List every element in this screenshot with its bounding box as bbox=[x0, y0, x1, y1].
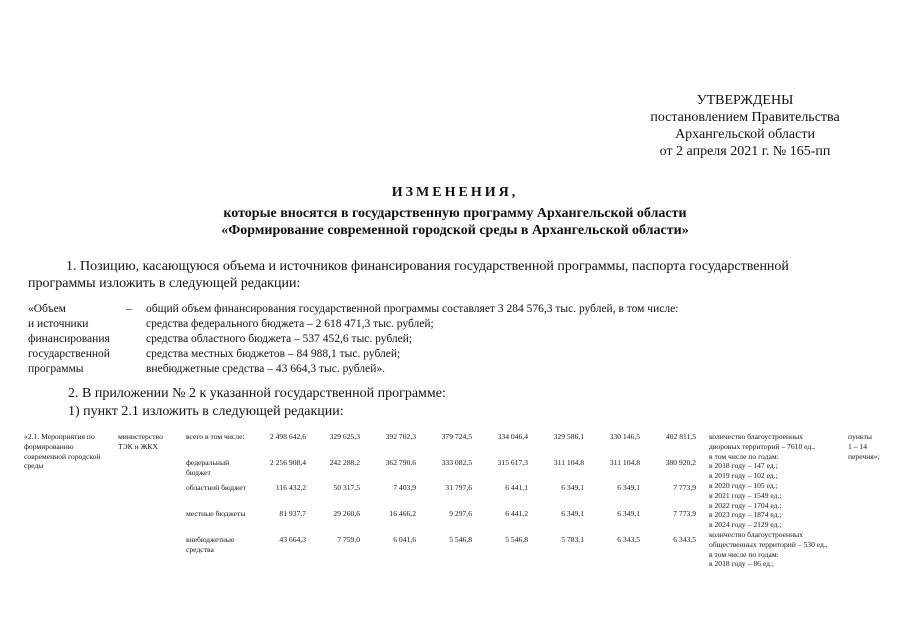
source-cell: внебюджетные средства bbox=[186, 535, 235, 554]
approval-line: Архангельской области bbox=[675, 127, 815, 142]
label-line: финансирования bbox=[28, 333, 110, 345]
value-cell: 329 586,1 bbox=[553, 432, 584, 441]
value-cell: 2 498 642,6 bbox=[269, 432, 306, 441]
value-cell: 311 104,8 bbox=[553, 458, 584, 467]
paragraph-line: 1) пункт 2.1 изложить в следующей редакции: bbox=[68, 404, 344, 419]
points-cell bbox=[848, 432, 903, 461]
value-cell: 6 349,1 bbox=[561, 509, 584, 518]
result-line: в 2023 году – 1874 ед.; bbox=[709, 510, 782, 520]
value-cell: 43 664,3 bbox=[279, 535, 306, 544]
value-cell: 7 773,9 bbox=[673, 509, 696, 518]
approval-line: постановлением Правительства bbox=[650, 110, 840, 125]
points-line: пункты bbox=[848, 432, 872, 441]
value-cell: 329 625,3 bbox=[329, 432, 360, 441]
value-cell: 6 343,5 bbox=[673, 535, 696, 544]
value-cell: 9 297,6 bbox=[449, 509, 472, 518]
label-line: «Объем bbox=[28, 303, 66, 315]
result-line: количество благоустроенных bbox=[709, 432, 804, 441]
approval-line: УТВЕРЖДЕНЫ bbox=[696, 93, 794, 108]
measures-table bbox=[0, 432, 905, 632]
result-line: в 2022 году – 1704 ед.; bbox=[709, 500, 782, 510]
result-line: в 2024 году – 2129 ед.; bbox=[709, 520, 782, 530]
value-line: средства областного бюджета – 537 452,6 тыс. рублей; bbox=[146, 333, 413, 345]
heading-line: которые вносятся в государственную программу Архангельской области bbox=[223, 206, 687, 221]
label-line: государственной bbox=[28, 348, 110, 360]
result-line: в 2018 году – 147 ед.; bbox=[709, 461, 778, 471]
result-cell bbox=[709, 432, 849, 569]
value-cell: 116 432,2 bbox=[275, 483, 306, 492]
value-cell: 334 046,4 bbox=[497, 432, 528, 441]
value-line: внебюджетные средства – 43 664,3 тыс. рублей». bbox=[146, 363, 385, 375]
passport-values bbox=[146, 302, 866, 377]
passport-dash: – bbox=[126, 303, 132, 315]
value-cell: 362 790,6 bbox=[385, 458, 416, 467]
result-line: общественных территорий – 530 ед., bbox=[709, 539, 828, 549]
value-cell: 16 466,2 bbox=[389, 509, 416, 518]
points-line: 1 – 14 bbox=[848, 441, 867, 451]
value-cell: 392 702,3 bbox=[385, 432, 416, 441]
paragraph-line: 1. Позицию, касающуюся объема и источников финансирования государственной программы, паспорта государственной bbox=[66, 259, 789, 274]
executor-cell: министерство ТЭК и ЖКХ bbox=[118, 432, 163, 451]
value-line: общий объем финансирования государственной программы составляет 3 284 576,3 тыс. рублей, в том числе: bbox=[146, 303, 679, 315]
result-line: количество благоустроенных bbox=[709, 529, 804, 539]
label-line: и источники bbox=[28, 318, 89, 330]
paragraph-2 bbox=[68, 385, 446, 421]
paragraph-line: 2. В приложении № 2 к указанной государственной программе: bbox=[68, 386, 446, 401]
value-cell: 6 343,5 bbox=[617, 535, 640, 544]
value-cell: 333 082,5 bbox=[441, 458, 472, 467]
result-line: дворовых территорий – 7610 ед., bbox=[709, 441, 816, 451]
result-line: в 2020 году – 105 ед.; bbox=[709, 480, 778, 490]
heading-line: «Формирование современной городской среды в Архангельской области» bbox=[221, 223, 689, 238]
value-cell: 5 783,1 bbox=[561, 535, 584, 544]
value-cell: 50 317,5 bbox=[333, 483, 360, 492]
source-cell: местные бюджеты bbox=[186, 509, 246, 518]
value-cell: 6 441,2 bbox=[505, 509, 528, 518]
value-cell: 380 920,2 bbox=[665, 458, 696, 467]
value-cell: 5 546,8 bbox=[505, 535, 528, 544]
passport-label bbox=[28, 302, 128, 377]
document-heading bbox=[120, 184, 790, 239]
paragraph-1 bbox=[28, 258, 868, 292]
result-line: в 2019 году – 102 ед.; bbox=[709, 471, 778, 481]
result-line: в 2021 году – 1549 ед.; bbox=[709, 490, 782, 500]
result-line: в 2018 году – 86 ед.; bbox=[709, 559, 774, 569]
value-cell: 7 773,9 bbox=[673, 483, 696, 492]
source-cell: всего в том числе: bbox=[186, 432, 245, 441]
event-cell: «2.1. Мероприятия по формированию современной городской среды bbox=[24, 432, 101, 471]
value-line: средства федерального бюджета – 2 618 471,3 тыс. рублей; bbox=[146, 318, 434, 330]
value-cell: 311 104,8 bbox=[609, 458, 640, 467]
value-cell: 6 349,1 bbox=[617, 509, 640, 518]
source-cell: областной бюджет bbox=[186, 483, 246, 492]
value-cell: 5 546,8 bbox=[449, 535, 472, 544]
approval-line: от 2 апреля 2021 г. № 165-пп bbox=[659, 144, 831, 159]
value-cell: 315 617,3 bbox=[497, 458, 528, 467]
value-cell: 29 260,6 bbox=[333, 509, 360, 518]
points-line: перечня»; bbox=[848, 451, 880, 461]
value-cell: 6 349,1 bbox=[617, 483, 640, 492]
value-cell: 330 146,5 bbox=[609, 432, 640, 441]
value-cell: 7 759,0 bbox=[337, 535, 360, 544]
value-cell: 6 441,1 bbox=[505, 483, 528, 492]
value-cell: 81 937,7 bbox=[279, 509, 306, 518]
value-cell: 242 288,2 bbox=[329, 458, 360, 467]
value-cell: 31 797,6 bbox=[445, 483, 472, 492]
result-line: в том числе по годам: bbox=[709, 451, 779, 461]
value-cell: 402 811,5 bbox=[665, 432, 696, 441]
document-title: ИЗМЕНЕНИЯ, bbox=[391, 185, 519, 200]
source-cell: федеральный бюджет bbox=[186, 458, 230, 477]
value-cell: 379 724,5 bbox=[441, 432, 472, 441]
label-line: программы bbox=[28, 363, 84, 375]
value-cell: 2 256 908,4 bbox=[269, 458, 306, 467]
value-line: средства местных бюджетов – 84 988,1 тыс. рублей; bbox=[146, 348, 401, 360]
paragraph-line: программы изложить в следующей редакции: bbox=[28, 276, 301, 291]
value-cell: 6 349,1 bbox=[561, 483, 584, 492]
value-cell: 7 403,9 bbox=[393, 483, 416, 492]
approval-block bbox=[600, 92, 890, 160]
result-line: в том числе по годам: bbox=[709, 549, 779, 559]
value-cell: 6 041,6 bbox=[393, 535, 416, 544]
